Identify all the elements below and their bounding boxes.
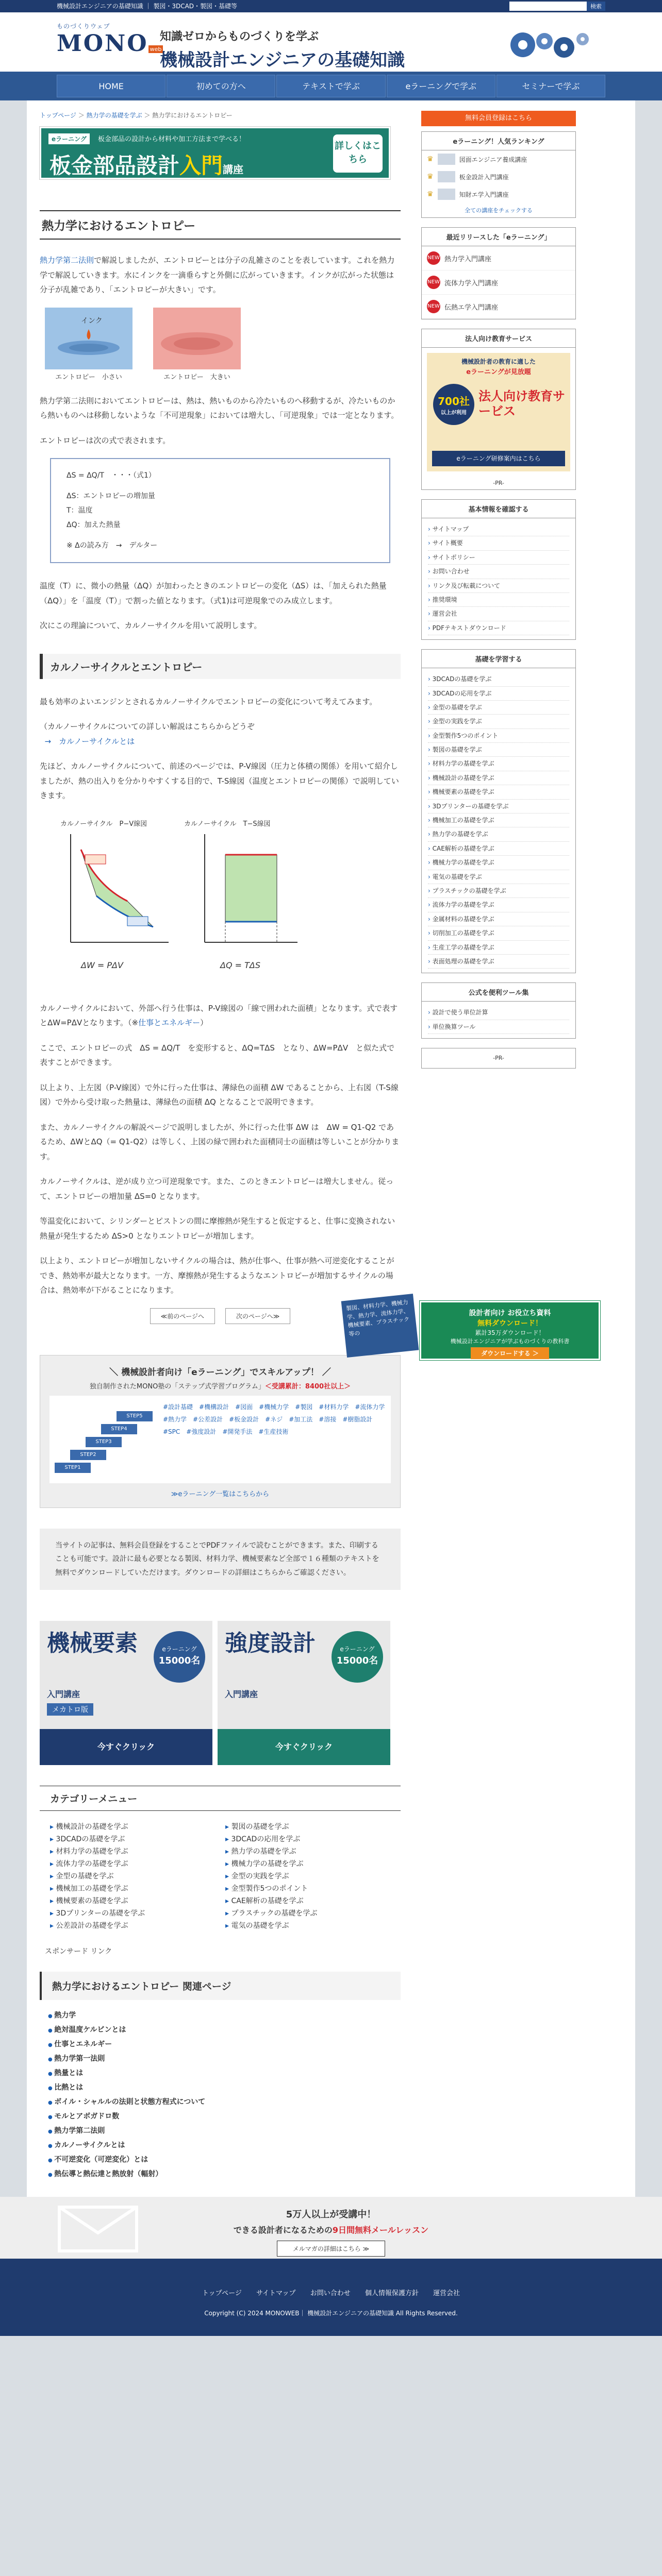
category-item[interactable]: ▸ 公差設計の基礎を学ぶ: [50, 1920, 215, 1930]
basic-info-item[interactable]: › サイトマップ: [428, 522, 569, 536]
promo-2-cta: 今すぐクリック: [218, 1729, 390, 1765]
category-item[interactable]: ▸ 金型の基礎を学ぶ: [50, 1871, 215, 1881]
carnot-diagrams: [50, 819, 370, 984]
new-badge: NEW: [427, 276, 440, 289]
related-item[interactable]: ● 絶対温度ケルビンとは: [48, 2023, 401, 2037]
related-item[interactable]: ● 熱量とは: [48, 2066, 401, 2080]
promo-2-badge: [332, 1631, 383, 1683]
elearning-sub-a: 独自制作されたMONO塾の「ステップ式学習プログラム」: [89, 1382, 265, 1391]
new-release-label: 流体力学入門講座: [444, 279, 499, 287]
course-thumbnail: [438, 189, 455, 200]
tool-item[interactable]: › 単位換算ツール: [428, 1020, 569, 1034]
free-register-button[interactable]: 無料会員登録はこちら: [421, 111, 576, 126]
equation-note: ※ Δの読み方 → デルター: [67, 541, 158, 550]
search-button[interactable]: 検索: [587, 2, 605, 11]
footer-link[interactable]: サイトマップ: [256, 2290, 296, 2298]
paragraph-7-text: （カルノーサイクルについての詳しい解説はこちらからどうぞ: [40, 722, 255, 731]
related-title: 熱力学におけるエントロピー 関連ページ: [40, 1972, 401, 2000]
main-column: [40, 111, 401, 2181]
sheetmetal-banner[interactable]: [40, 127, 390, 179]
basic-info-item[interactable]: › サイト概要: [428, 536, 569, 550]
learn-item[interactable]: › CAE解析の基礎を学ぶ: [428, 842, 569, 856]
footer-link[interactable]: トップページ: [202, 2290, 242, 2298]
step-2: STEP2: [70, 1450, 106, 1460]
banner-title-c: 講座: [223, 163, 244, 176]
top-search: [509, 2, 605, 11]
paragraph-1: [40, 253, 401, 297]
step-5: STEP5: [117, 1411, 153, 1421]
footer-link[interactable]: 運営会社: [433, 2290, 460, 2298]
learn-item[interactable]: › 機械力学の基礎を学ぶ: [428, 856, 569, 870]
learn-item[interactable]: › 機械設計の基礎を学ぶ: [428, 771, 569, 785]
corp-line-1: 機械設計者の教育に適した: [461, 358, 536, 365]
learn-item[interactable]: › 製図の基礎を学ぶ: [428, 743, 569, 757]
related-item[interactable]: ● 比熱とは: [48, 2080, 401, 2095]
basic-info-box: [421, 499, 576, 640]
learn-item[interactable]: › 金型の実践を学ぶ: [428, 715, 569, 728]
promo-1-sub: 入門講座: [47, 1689, 80, 1700]
category-item[interactable]: ▸ 機械力学の基礎を学ぶ: [225, 1858, 390, 1869]
promo-1-badge: [154, 1631, 205, 1683]
diagram-eq-ts: ΔQ = TΔS: [220, 960, 260, 970]
ink-drop-image: [45, 308, 133, 369]
pr-box: [421, 1048, 576, 1069]
course-thumbnail: [438, 154, 455, 165]
paragraph-2: 熱力学第二法則においてエントロピーは、熱は、熱いものから冷たいものへ移動するが、冷たいものから熱いものへは移動しないような「不可逆現象」においては増大し、「可逆現象」では一定となります。: [40, 396, 399, 420]
ranking-label: 知財エ学入門講座: [459, 191, 509, 198]
equation-def-2: T：温度: [67, 506, 93, 515]
related-item[interactable]: ● 不可逆変化（可逆変化）とは: [48, 2153, 401, 2167]
footer-link[interactable]: 個人情報保護方針: [365, 2290, 419, 2298]
crown-icon: ♛: [427, 190, 434, 198]
newsletter-button[interactable]: メルマガの詳細はこちら ≫: [277, 2241, 385, 2257]
figure-2-caption: エントロピー 大きい: [163, 373, 230, 381]
ink-label: インク: [81, 316, 103, 325]
course-thumbnail: [438, 171, 455, 182]
step-stairs: [55, 1401, 158, 1478]
category-item[interactable]: ▸ 材料力学の基礎を学ぶ: [50, 1846, 215, 1856]
footer-links: [0, 2287, 662, 2297]
breadcrumb-category[interactable]: 熱力学の基礎を学ぶ: [86, 112, 142, 119]
new-release-item[interactable]: [422, 295, 575, 319]
elearning-more-link[interactable]: ≫eラーニング一覧はこちらから: [171, 1490, 270, 1498]
category-item[interactable]: ▸ 3Dプリンターの基礎を学ぶ: [50, 1908, 215, 1918]
paragraph-1-text: で解説しましたが、エントロピーとは分子の乱雑さのことを表しています。これを熱力学で解説していきます。水にインクを一滴垂らすと外側に広がっていきます。インクが広がった状態は分子が乱雑であり、「エントロピーが大きい」です。: [40, 256, 395, 294]
course-promos: [40, 1621, 401, 1765]
learn-item[interactable]: › 熱力学の基礎を学ぶ: [428, 827, 569, 841]
learn-item[interactable]: › 表面処理の基礎を学ぶ: [428, 955, 569, 969]
ranking-item[interactable]: [422, 185, 575, 203]
related-pages: [40, 1972, 401, 2181]
link-carnot-cycle[interactable]: → カルノーサイクルとは: [44, 736, 135, 746]
related-item[interactable]: ● 熱力学第一法則: [48, 2052, 401, 2066]
nav-home[interactable]: HOME: [57, 75, 166, 97]
tool-item[interactable]: › 設計で使う単位計算: [428, 1006, 569, 1020]
corp-line-2: eラーニングが見放題: [466, 368, 531, 376]
related-list: [40, 2008, 401, 2181]
banner-title-b: 入門: [179, 153, 223, 178]
tools-list: [422, 1002, 575, 1038]
breadcrumb-home[interactable]: トップページ: [40, 112, 76, 119]
related-item[interactable]: ● モルとアボガドロ数: [48, 2109, 401, 2124]
ranking-all-link-text[interactable]: 全ての講座をチェックする: [465, 207, 533, 214]
new-badge: NEW: [427, 251, 440, 265]
learn-item[interactable]: › 電気の基礎を学ぶ: [428, 870, 569, 884]
corp-count-sub: 以上が利用: [441, 410, 467, 416]
new-release-heading: 最近リリースした「eラーニング」: [422, 228, 575, 246]
link-work-energy[interactable]: 仕事とエネルギー: [138, 1018, 201, 1027]
elearning-sub-b: ＜受講累計：8400社以上＞: [264, 1382, 351, 1391]
newsletter-line-2b: 9日間無料メールレッスン: [332, 2225, 429, 2235]
tools-box: [421, 982, 576, 1039]
paragraph-15: 以上より、エントロピーが増加しないサイクルの場合は、熱が仕事へ、仕事が熱へ可逆変化することができ、熱効率が最大となります。一方、摩擦熱が発生するようなエントロピーが増加するサイクルの場合は、熱効率が下がることになります。: [40, 1256, 394, 1295]
ranking-label: 板金設計入門講座: [459, 173, 509, 181]
promo-2-sub: 入門講座: [225, 1689, 258, 1700]
corporate-box: [421, 329, 576, 490]
newsletter-line-2a: できる設計者になるための: [233, 2225, 333, 2235]
content-wrapper: [27, 100, 635, 2197]
pr-label: -PR-: [493, 480, 504, 486]
elearning-sub: [49, 1381, 391, 1391]
category-menu-title: カテゴリーメニュー: [40, 1786, 401, 1811]
step-4: STEP4: [101, 1424, 137, 1434]
ink-spread-image: [153, 308, 241, 369]
basic-info-item[interactable]: › 運営会社: [428, 607, 569, 621]
banner-tag: eラーニング: [48, 133, 90, 144]
breadcrumb: トップページ ＞ 熱力学の基礎を学ぶ ＞ 熱力学におけるエントロピー: [40, 112, 233, 119]
category-item[interactable]: ▸ 製図の基礎を学ぶ: [225, 1821, 390, 1832]
section-heading-carnot: カルノーサイクルとエントロピー: [40, 654, 401, 679]
promo-1-title: 機械要素: [47, 1630, 138, 1657]
float-line-2: 無料ダウンロード！: [477, 1319, 542, 1328]
nav-first-time[interactable]: 初めての方へ: [167, 75, 275, 97]
new-badge: NEW: [427, 300, 440, 313]
ranking-item[interactable]: [422, 168, 575, 185]
learn-item[interactable]: › 3DCADの基礎を学ぶ: [428, 672, 569, 686]
breadcrumb-current: 熱力学におけるエントロピー: [152, 112, 233, 119]
related-item[interactable]: ● カルノーサイクルとは: [48, 2138, 401, 2153]
banner-title-a: 板金部品設計: [49, 153, 180, 178]
corp-count-badge: [433, 384, 474, 425]
paragraph-12: また、カルノーサイクルの解説ページで説明しましたが、外に行った仕事 ΔW は ΔW = Q1-Q2 であるため、ΔWとΔQ（= Q1-Q2）は等しく、上図の緑で囲われた面積同士の面積は等しいことが分かります。: [40, 1122, 400, 1161]
nav-elearning[interactable]: eラーニングで学ぶ: [387, 75, 495, 97]
figure-1-caption: エントロピー 小さい: [55, 373, 122, 381]
basic-info-list: [422, 518, 575, 639]
category-item[interactable]: ▸ CAE解析の基礎を学ぶ: [225, 1895, 390, 1906]
corp-count: 700社: [438, 395, 470, 408]
paragraph-9: カルノーサイクルにおいて、外部へ行う仕事は、P-V線図の「線で囲われた面積」となります。式で表すとΔW=PΔVとなります。（※仕事とエネルギー）: [40, 1003, 398, 1027]
newsletter-line-1: 5万人以上が受講中！: [286, 2209, 376, 2221]
floating-download-box[interactable]: [345, 1299, 600, 1360]
learn-item[interactable]: › 金属材料の基礎を学ぶ: [428, 912, 569, 926]
crown-icon: ♛: [427, 173, 434, 181]
prev-page-button[interactable]: ≪前のページへ: [150, 1308, 215, 1324]
pr-label-2: -PR-: [493, 1055, 504, 1062]
learn-item[interactable]: › 流体力学の基礎を学ぶ: [428, 898, 569, 912]
header-tagline: [160, 28, 405, 71]
learn-item[interactable]: › 切削加工の基礎を学ぶ: [428, 926, 569, 940]
paragraph-3: エントロピーは次の式で表されます。: [40, 435, 171, 445]
elearning-tags: #設計基礎 #機構設計 #図面 #機械力学 #製図 #材料力学 #流体力学 #熱力学 #公差設計 #板金設計 #ネジ #加工法 #溶接 #樹脂設計 #SPC #強度設計 #開発手法 #生産技術: [163, 1403, 391, 1435]
top-strip-text: 機械設計エンジニアの基礎知識 ｜ 製図・3DCAD・製図・基礎等: [57, 3, 238, 10]
learn-item[interactable]: › 金型の基礎を学ぶ: [428, 701, 569, 715]
category-item[interactable]: ▸ 機械要素の基礎を学ぶ: [50, 1895, 215, 1906]
related-item[interactable]: ● 仕事とエネルギー: [48, 2037, 401, 2052]
promo-1-count: 15000名: [158, 1655, 201, 1667]
page-title: 熱力学におけるエントロピー: [40, 210, 401, 240]
learn-item[interactable]: › 材料力学の基礎を学ぶ: [428, 757, 569, 771]
pdf-note-text: 当サイトの記事は、無料会員登録をすることでPDFファイルで読むことができます。また、印刷することも可能です。設計に最も必要となる製図、材料力学、機械要素など全部で１６種類のテキストを無料でダウンロードしていただけます。ダウンロードの詳細はこちらからご確認ください。: [55, 1541, 379, 1577]
nav-text[interactable]: テキストで学ぶ: [276, 75, 385, 97]
diagram-title-ts: カルノーサイクル T−S線図: [184, 820, 271, 828]
float-download-button[interactable]: ダウンロードする ＞: [471, 1347, 549, 1359]
basic-info-item[interactable]: › お問い合わせ: [428, 565, 569, 579]
mail-icon: [57, 2202, 139, 2253]
nav-seminar[interactable]: セミナーで学ぶ: [496, 75, 605, 97]
step-1: STEP1: [55, 1463, 91, 1473]
sidebar: [421, 111, 576, 2181]
basic-info-item[interactable]: › リンク及び転載について: [428, 579, 569, 593]
float-line-4: 機械設計エンジニアが学ぶものづくりの教科書: [450, 1338, 570, 1345]
crown-icon: ♛: [427, 155, 434, 163]
ranking-heading: eラーニング！人気ランキング: [422, 132, 575, 150]
site-logo[interactable]: [57, 22, 162, 63]
promo-1-edition: メカトロ版: [47, 1703, 93, 1716]
logo-web: web: [148, 45, 163, 53]
category-item[interactable]: ▸ プラスチックの基礎を学ぶ: [225, 1908, 390, 1918]
figure-low-entropy: [45, 308, 133, 381]
learn-item[interactable]: › 3DCADの応用を学ぶ: [428, 687, 569, 701]
equation-def-3: ΔQ：加えた熱量: [67, 521, 121, 529]
ranking-box: [421, 131, 576, 218]
paragraph-7: [40, 719, 401, 749]
next-page-button[interactable]: 次のページへ≫: [225, 1308, 290, 1324]
tagline-2: 機械設計エンジニアの基礎知識: [160, 50, 405, 71]
learn-item[interactable]: › 機械要素の基礎を学ぶ: [428, 785, 569, 799]
category-item[interactable]: ▸ 機械設計の基礎を学ぶ: [50, 1821, 215, 1832]
equation-1: ΔS = ΔQ/T ・・・（式1）: [67, 471, 156, 480]
elearning-box[interactable]: [49, 1396, 391, 1483]
paragraph-4: 温度（T）に、微小の熱量（ΔQ）が加わったときのエントロピーの変化（ΔS）は、「加えられた熱量（ΔQ）」を「温度（T）」で割った値となります。（式1)は可逆現象でのみ成立します。: [40, 581, 387, 605]
pdf-note: [40, 1529, 401, 1590]
category-item[interactable]: ▸ 金型製作5つのポイント: [225, 1883, 390, 1893]
promo-1-tag: eラーニング: [162, 1646, 197, 1653]
promo-2-tag: eラーニング: [340, 1646, 375, 1653]
top-strip: [0, 0, 662, 12]
paragraph-13: カルノーサイクルは、逆が成り立つ可逆現象です。また、このときエントロピーは増大しません。従って、エントロピーの増加量 ΔS=0 となります。: [40, 1177, 394, 1201]
copyright: Copyright (C) 2024 MONOWEB｜ 機械設計エンジニアの基礎知識 All Rights Reserved.: [204, 2310, 458, 2317]
related-item[interactable]: ● 熱力学第二法則: [48, 2124, 401, 2138]
logo-subtitle: ものづくりウェブ: [57, 23, 110, 30]
tagline-1: 知識ゼロからものづくりを学ぶ: [160, 30, 319, 43]
learn-item[interactable]: › 3Dプリンターの基礎を学ぶ: [428, 800, 569, 814]
newsletter-cta: [0, 2197, 662, 2259]
textbook-stack: 製図、材料力学、機械力学、熱力学、流体力学、機械要素、プラスチック等の: [341, 1294, 419, 1358]
ink-figures: [45, 308, 401, 381]
figure-high-entropy: [153, 308, 241, 381]
sponsored-link-label: スポンサード リンク: [45, 1947, 112, 1956]
equation-box: [50, 458, 390, 563]
ranking-label: 図面エンジニア養成講座: [459, 156, 527, 163]
category-item[interactable]: ▸ 電気の基礎を学ぶ: [225, 1920, 390, 1930]
new-release-item[interactable]: [422, 246, 575, 270]
diagram-title-pv: カルノーサイクル P−V線図: [60, 820, 147, 828]
promo-machine-elements[interactable]: [40, 1621, 212, 1765]
search-input[interactable]: [509, 2, 587, 11]
corporate-heading: 法人向け教育サービス: [422, 329, 575, 348]
promo-2-title: 強度設計: [225, 1630, 316, 1657]
learn-basics-box: [421, 649, 576, 973]
learn-item[interactable]: › 生産工学の基礎を学ぶ: [428, 941, 569, 955]
category-item[interactable]: ▸ 熱力学の基礎を学ぶ: [225, 1846, 390, 1856]
learn-item[interactable]: › 金型製作5つのポイント: [428, 729, 569, 743]
gears-illustration: [502, 27, 595, 63]
related-item[interactable]: ● ボイル・シャルルの法則と状態方程式について: [48, 2095, 401, 2109]
site-header: [0, 12, 662, 72]
new-release-box: [421, 227, 576, 319]
learn-basics-list: [422, 668, 575, 973]
ranking-item[interactable]: [422, 150, 575, 168]
site-footer: [0, 2259, 662, 2336]
category-item[interactable]: ▸ 3DCADの基礎を学ぶ: [50, 1834, 215, 1844]
learn-item[interactable]: › 機械加工の基礎を学ぶ: [428, 814, 569, 827]
footer-link[interactable]: お問い合わせ: [310, 2290, 351, 2298]
elearning-promo: [40, 1355, 401, 1508]
related-item[interactable]: ● 熱力学: [48, 2008, 401, 2023]
related-item[interactable]: ● 熱伝導と熱伝達と熱放射（輻射）: [48, 2167, 401, 2181]
banner-title: [49, 149, 243, 180]
category-grid: [40, 1821, 401, 1930]
learn-item[interactable]: › プラスチックの基礎を学ぶ: [428, 884, 569, 898]
paragraph-9-text: カルノーサイクルにおいて、外部へ行う仕事は、P-V線図の「線で囲われた面積」となります。式で表すとΔW=PΔVとなります。（※: [40, 1003, 398, 1027]
new-release-label: 伝熱エ学入門講座: [444, 303, 499, 312]
promo-2-count: 15000名: [336, 1655, 378, 1667]
elearning-heading: ＼ 機械設計者向け「eラーニング」でスキルアップ！ ／: [109, 1367, 331, 1378]
basic-info-item[interactable]: › PDFテキストダウンロード: [428, 621, 569, 635]
promo-1-cta: 今すぐクリック: [40, 1729, 212, 1765]
link-second-law[interactable]: 熱力学第二法則: [40, 256, 94, 265]
basic-info-item[interactable]: › 推奨環境: [428, 593, 569, 607]
basic-info-item[interactable]: › サイトポリシー: [428, 551, 569, 565]
corporate-banner[interactable]: [427, 353, 570, 471]
float-line-1: 設計者向け お役立ち資料: [469, 1309, 551, 1317]
new-release-item[interactable]: [422, 270, 575, 295]
corp-cta: eラーニング研修案内はこちら: [432, 451, 565, 466]
category-item[interactable]: ▸ 流体力学の基礎を学ぶ: [50, 1858, 215, 1869]
category-menu: [40, 1786, 401, 1930]
category-item[interactable]: ▸ 3DCADの応用を学ぶ: [225, 1834, 390, 1844]
paragraph-14: 等温変化において、シリンダーとピストンの間に摩擦熱が発生すると仮定すると、仕事に変換されない熱量が発生するため ΔS>0 となりエントロピーが増加します。: [40, 1216, 395, 1241]
category-item[interactable]: ▸ 金型の実践を学ぶ: [225, 1871, 390, 1881]
tools-heading: 公式を便利ツール集: [422, 983, 575, 1002]
step-3: STEP3: [86, 1437, 122, 1447]
paragraph-6: 最も効率のよいエンジンとされるカルノーサイクルでエントロピーの変化について考えてみます。: [40, 697, 377, 706]
diagram-eq-pv: ΔW = PΔV: [81, 960, 123, 970]
paragraph-11: 以上より、上左図（P-V線図）で外に行った仕事は、薄緑色の面積 ΔW であることから、上右図（T-S線図）で外から受け取った熱量は、薄緑色の面積 ΔQ となることで説明できます。: [40, 1082, 399, 1107]
paragraph-10: ここで、エントロピーの式 ΔS = ΔQ/T を変形すると、ΔQ=TΔS となり、ΔW=PΔV と似た式で表すことができます。: [40, 1043, 395, 1067]
promo-strength-design[interactable]: [218, 1621, 390, 1765]
float-line-3: 累計35万ダウンロード！: [475, 1329, 545, 1336]
basic-info-heading: 基本情報を確認する: [422, 500, 575, 518]
logo-main: MONO: [57, 30, 148, 57]
banner-copy: 板金部品の設計から材料や加工方法まで学べる！: [98, 135, 246, 143]
paragraph-8: 先ほど、カルノーサイクルについて、前述のページでは、P-V線図（圧力と体積の関係）を用いて紹介しましたが、熱の出入りを分かりやすくする目的で、T-S線図（温度とエントロピーの関係）で説明していきます。: [40, 761, 399, 800]
banner-badge: 詳しくはこちら: [333, 134, 383, 173]
category-item[interactable]: ▸ 機械加工の基礎を学ぶ: [50, 1883, 215, 1893]
ranking-all-link[interactable]: [422, 203, 575, 217]
corp-big-title: 法人向け教育サービス: [478, 389, 565, 418]
main-nav: [0, 72, 662, 100]
paragraph-5: 次にこの理論について、カルノーサイクルを用いて説明します。: [40, 621, 262, 630]
new-release-label: 熱力学入門講座: [444, 255, 492, 263]
learn-basics-heading: 基礎を学習する: [422, 650, 575, 668]
equation-def-1: ΔS：エントロピーの増加量: [67, 492, 155, 500]
